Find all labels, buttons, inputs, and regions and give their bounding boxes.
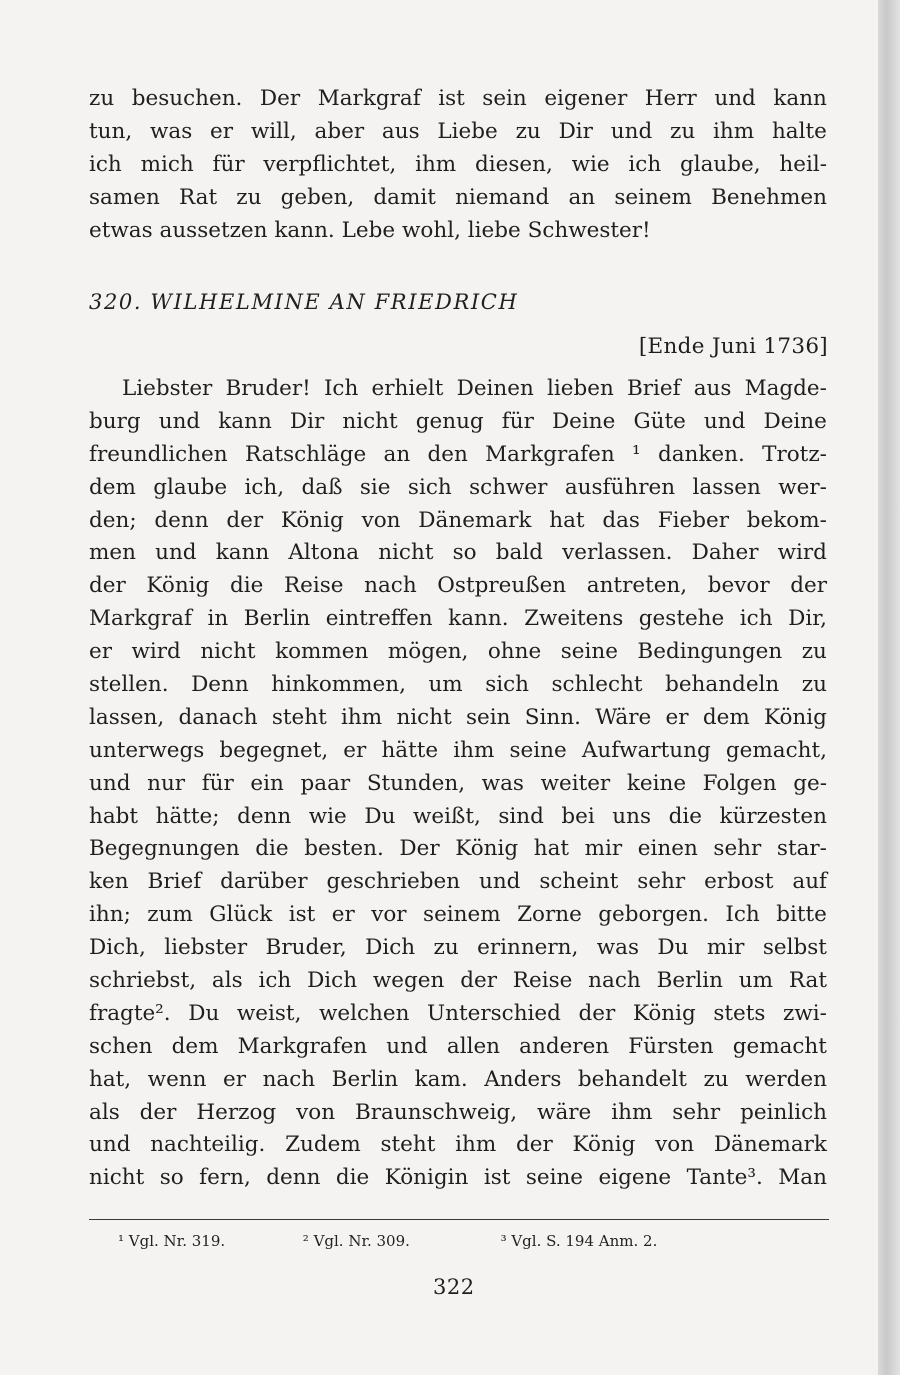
text-line: der König die Reise nach Ostpreußen antreten, bevor der xyxy=(89,573,827,599)
text-line: tun, was er will, aber aus Liebe zu Dir und zu ihm halte xyxy=(89,118,827,144)
text-line: und nur für ein paar Stunden, was weiter keine Folgen ge- xyxy=(89,770,827,796)
footnote-2: ² Vgl. Nr. 309. xyxy=(302,1232,410,1250)
text-line: lassen, danach steht ihm nicht sein Sinn. Wäre er dem König xyxy=(89,704,827,730)
text-line: nicht so fern, denn die Königin ist seine eigene Tante³. Man xyxy=(89,1165,827,1191)
text-line: schen dem Markgrafen und allen anderen Fürsten gemacht xyxy=(89,1033,827,1059)
text-line: Begegnungen die besten. Der König hat mir einen sehr star- xyxy=(89,836,827,862)
letter-heading: 320. WILHELMINE AN FRIEDRICH xyxy=(89,290,519,314)
text-line: dem glaube ich, daß sie sich schwer ausführen lassen wer- xyxy=(89,474,827,500)
text-line: zu besuchen. Der Markgraf ist sein eigener Herr und kann xyxy=(89,86,827,111)
text-line: ihn; zum Glück ist er vor seinem Zorne geborgen. Ich bitte xyxy=(89,902,827,928)
footnotes xyxy=(118,1232,657,1250)
text-line: als der Herzog von Braunschweig, wäre ihm sehr peinlich xyxy=(89,1099,827,1125)
text-line: samen Rat zu geben, damit niemand an seinem Benehmen xyxy=(89,184,827,210)
text-line: stellen. Denn hinkommen, um sich schlecht behandeln zu xyxy=(89,672,827,698)
page-edge-shadow xyxy=(878,0,900,1375)
text-line: ich mich für verpflichtet, ihm diesen, wie ich glaube, heil- xyxy=(89,151,827,177)
text-line: burg und kann Dir nicht genug für Deine Güte und Deine xyxy=(89,408,827,434)
footnote-1: ¹ Vgl. Nr. 319. xyxy=(118,1232,226,1250)
text-line: er wird nicht kommen mögen, ohne seine Bedingungen zu xyxy=(89,639,827,665)
text-line: den; denn der König von Dänemark hat das Fieber bekom- xyxy=(89,507,827,533)
footnote-rule xyxy=(89,1219,829,1220)
text-line: fragte². Du weist, welchen Unterschied der König stets zwi- xyxy=(89,1000,827,1026)
top-paragraph xyxy=(89,83,827,247)
text-line: etwas aussetzen kann. Lebe wohl, liebe Schwester! xyxy=(89,217,651,243)
text-line: unterwegs begegnet, er hätte ihm seine Aufwartung gemacht, xyxy=(89,737,827,763)
text-line: men und kann Altona nicht so bald verlassen. Daher wird xyxy=(89,540,827,566)
footnote-3: ³ Vgl. S. 194 Anm. 2. xyxy=(500,1232,658,1250)
text-line: Markgraf in Berlin eintreffen kann. Zweitens gestehe ich Dir, xyxy=(89,606,827,632)
text-line: und nachteilig. Zudem steht ihm der König von Dänemark xyxy=(89,1132,827,1158)
text-line: hat, wenn er nach Berlin kam. Anders behandelt zu werden xyxy=(89,1066,827,1092)
text-line: Liebster Bruder! Ich erhielt Deinen lieben Brief aus Magde- xyxy=(122,376,827,401)
text-line: Dich, liebster Bruder, Dich zu erinnern, was Du mir selbst xyxy=(89,935,827,961)
text-line: ken Brief darüber geschrieben und scheint sehr erbost auf xyxy=(89,869,827,895)
text-line: schriebst, als ich Dich wegen der Reise nach Berlin um Rat xyxy=(89,968,827,994)
letter-date: [Ende Juni 1736] xyxy=(638,334,828,359)
text-line: freundlichen Ratschläge an den Markgrafen ¹ danken. Trotz- xyxy=(89,441,827,467)
text-line: habt hätte; denn wie Du weißt, sind bei uns die kürzesten xyxy=(89,803,827,829)
page-number: 322 xyxy=(433,1275,475,1299)
letter-body xyxy=(89,373,827,1195)
